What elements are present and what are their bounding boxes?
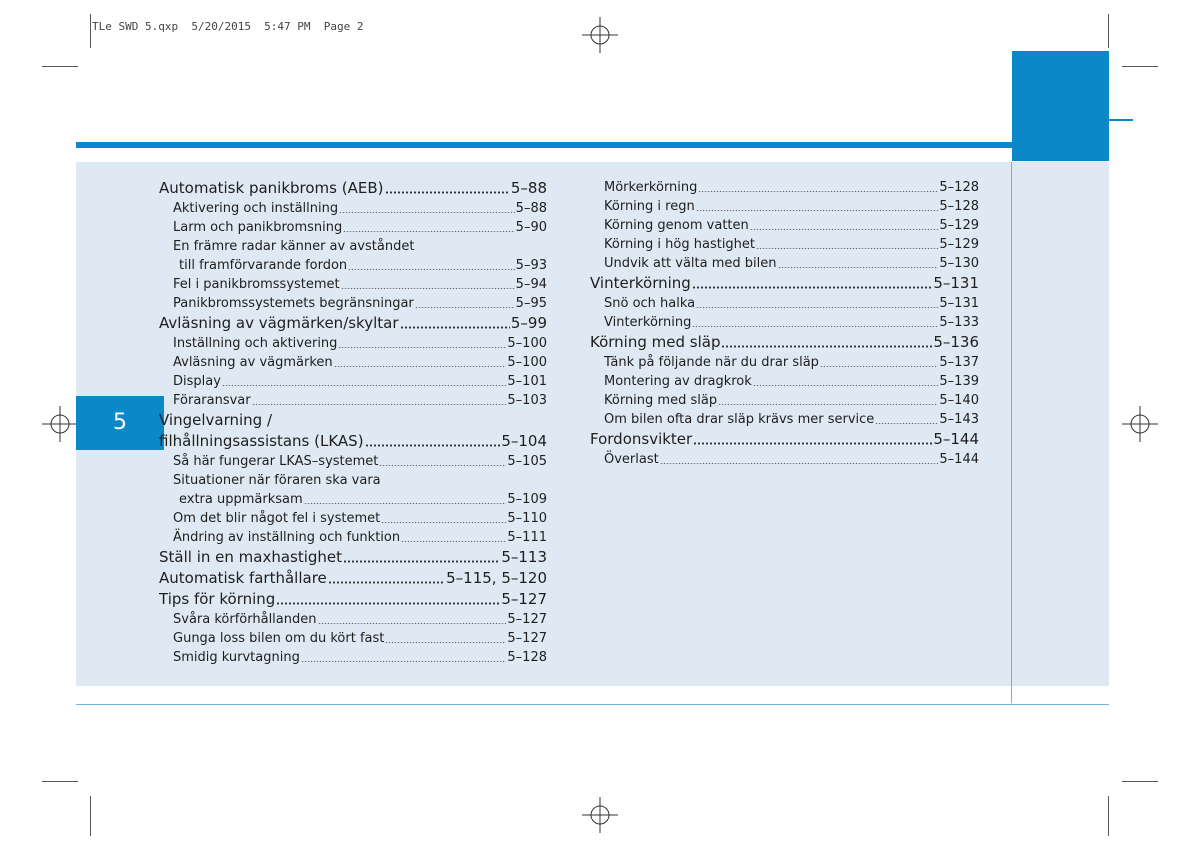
dot-leader	[753, 385, 939, 386]
toc-entry-label: Vingelvarning /	[159, 411, 273, 429]
toc-subentry[interactable]	[159, 391, 547, 410]
toc-entry-label: Körning med släp	[604, 393, 718, 408]
dot-leader	[304, 503, 507, 504]
registration-mark-icon	[1122, 406, 1158, 442]
crop-mark	[1108, 14, 1109, 48]
dot-leader	[252, 404, 507, 405]
toc-entry-label: Körning med släp	[590, 333, 721, 351]
chapter-color-block	[1012, 51, 1109, 161]
toc-entry-label: Smidig kurvtagning	[173, 650, 300, 665]
toc-entry-label: Vinterkörning	[604, 315, 692, 330]
toc-page-number: 5–95	[515, 296, 547, 311]
toc-entry-label: Fel i panikbromssystemet	[173, 277, 340, 292]
toc-subentry[interactable]	[159, 218, 547, 237]
toc-subentry[interactable]	[159, 648, 547, 667]
toc-page-number: 5–131	[939, 296, 979, 311]
toc-page-number: 5–115, 5–120	[446, 569, 547, 587]
toc-subentry[interactable]	[159, 509, 547, 528]
toc-page-number: 5–140	[939, 393, 979, 408]
registration-mark-icon	[582, 17, 618, 53]
toc-entry-label: Tips för körning	[159, 590, 276, 608]
toc-page-number: 5–129	[939, 237, 979, 252]
toc-entry-label: Avläsning av vägmärken	[173, 355, 333, 370]
toc-subentry[interactable]	[159, 199, 547, 218]
toc-section-entry[interactable]	[159, 589, 547, 610]
dot-leader	[379, 465, 506, 466]
toc-entry-label: Så här fungerar LKAS–systemet	[173, 454, 379, 469]
toc-page-number: 5–127	[507, 631, 547, 646]
toc-subentry[interactable]	[590, 353, 979, 372]
dot-leader	[696, 210, 939, 211]
dot-leader	[750, 229, 939, 230]
dot-leader	[692, 286, 932, 289]
toc-page-number: 5–100	[507, 355, 547, 370]
toc-subentry[interactable]	[159, 372, 547, 391]
dot-leader	[400, 326, 510, 329]
toc-subentry[interactable]	[590, 372, 979, 391]
dot-leader	[276, 602, 500, 605]
toc-subentry[interactable]	[159, 334, 547, 353]
toc-entry-label: extra uppmärksam	[179, 492, 303, 507]
toc-entry-label: Tänk på följande när du drar släp	[604, 355, 819, 370]
toc-entry-label: Mörkerkörning	[604, 180, 698, 195]
crop-mark	[42, 781, 78, 782]
crop-mark	[90, 14, 91, 48]
footer-rule	[76, 704, 1109, 705]
toc-page-number: 5–139	[939, 374, 979, 389]
toc-section-entry[interactable]	[159, 313, 547, 334]
toc-subentry[interactable]	[590, 391, 979, 410]
dot-leader	[318, 623, 507, 624]
dot-leader	[365, 444, 501, 447]
toc-page-number: 5–143	[939, 412, 979, 427]
toc-entry-label: Ändring av inställning och funktion	[173, 530, 401, 545]
toc-page-number: 5–105	[507, 454, 547, 469]
toc-entry-label: Undvik att välta med bilen	[604, 256, 777, 271]
toc-right-column	[590, 178, 979, 469]
toc-entry-label: Om det blir något fel i systemet	[173, 511, 381, 526]
toc-entry-label: filhållningsassistans (LKAS)	[159, 432, 364, 450]
toc-subentry[interactable]	[159, 490, 547, 509]
panel-divider	[1011, 162, 1012, 703]
toc-page-number: 5–88	[515, 201, 547, 216]
crop-mark	[90, 796, 91, 836]
toc-subentry[interactable]	[590, 410, 979, 429]
header-rule	[76, 142, 1012, 148]
toc-entry-label: Gunga loss bilen om du kört fast	[173, 631, 385, 646]
crop-mark	[1108, 796, 1109, 836]
toc-section-entry[interactable]	[159, 431, 547, 452]
toc-subentry[interactable]	[590, 294, 979, 313]
toc-subentry[interactable]	[590, 313, 979, 332]
toc-entry-label: Om bilen ofta drar släp krävs mer service	[604, 412, 875, 427]
toc-page-number: 5–90	[515, 220, 547, 235]
toc-page-number: 5–109	[507, 492, 547, 507]
dot-leader	[385, 191, 510, 194]
toc-subentry[interactable]	[159, 256, 547, 275]
dot-leader	[334, 366, 507, 367]
toc-subentry[interactable]	[159, 629, 547, 648]
toc-page-number: 5–136	[933, 333, 979, 351]
toc-entry-label: Ställ in en maxhastighet	[159, 548, 343, 566]
dot-leader	[721, 345, 932, 348]
toc-entry-label: Föraransvar	[173, 393, 251, 408]
toc-entry-label: till framförvarande fordon	[179, 258, 348, 273]
dot-leader	[696, 307, 938, 308]
toc-subentry[interactable]	[590, 450, 979, 469]
toc-section-entry[interactable]	[590, 273, 979, 294]
dot-leader	[343, 231, 514, 232]
toc-page-number: 5–99	[510, 314, 547, 332]
toc-entry-label: Montering av dragkrok	[604, 374, 752, 389]
toc-page-number: 5–129	[939, 218, 979, 233]
crop-mark	[1122, 781, 1158, 782]
toc-subentry[interactable]	[159, 294, 547, 313]
toc-page-number: 5–127	[501, 590, 547, 608]
toc-page-number: 5–144	[939, 452, 979, 467]
toc-page-number: 5–128	[939, 180, 979, 195]
toc-section-entry[interactable]	[159, 547, 547, 568]
toc-page-number: 5–104	[501, 432, 547, 450]
toc-page-number: 5–93	[515, 258, 547, 273]
toc-subentry[interactable]	[159, 452, 547, 471]
toc-entry-label: Körning genom vatten	[604, 218, 749, 233]
toc-page-number: 5–94	[515, 277, 547, 292]
toc-subentry[interactable]	[159, 471, 547, 490]
toc-page-number: 5–100	[507, 336, 547, 351]
toc-entry-label: Avläsning av vägmärken/skyltar	[159, 314, 399, 332]
toc-page-number: 5–130	[939, 256, 979, 271]
dot-leader	[756, 248, 938, 249]
toc-page-number: 5–131	[933, 274, 979, 292]
toc-section-entry[interactable]	[159, 178, 547, 199]
toc-entry-label: Panikbromssystemets begränsningar	[173, 296, 414, 311]
toc-entry-label: Körning i regn	[604, 199, 695, 214]
dot-leader	[692, 326, 938, 327]
dot-leader	[343, 560, 500, 563]
toc-page-number: 5–127	[507, 612, 547, 627]
toc-section-entry[interactable]	[159, 410, 547, 431]
toc-entry-label: Svåra körförhållanden	[173, 612, 317, 627]
toc-page-number: 5–88	[510, 179, 547, 197]
chapter-tab: 5	[76, 396, 164, 450]
dot-leader	[339, 212, 515, 213]
toc-page-number: 5–110	[507, 511, 547, 526]
toc-page-number: 5–128	[939, 199, 979, 214]
dot-leader	[385, 642, 506, 643]
dot-leader	[338, 347, 506, 348]
toc-page-number: 5–103	[507, 393, 547, 408]
toc-subentry[interactable]	[590, 178, 979, 197]
toc-subentry[interactable]	[590, 197, 979, 216]
dot-leader	[401, 541, 506, 542]
toc-entry-label: Snö och halka	[604, 296, 696, 311]
dot-leader	[820, 366, 938, 367]
toc-subentry[interactable]	[590, 216, 979, 235]
toc-section-entry[interactable]	[590, 429, 979, 450]
toc-section-entry[interactable]	[159, 568, 547, 589]
toc-subentry[interactable]	[590, 254, 979, 273]
toc-left-column	[159, 178, 547, 667]
toc-page-number: 5–113	[501, 548, 547, 566]
toc-page-number: 5–111	[507, 530, 547, 545]
toc-entry-label: Automatisk panikbroms (AEB)	[159, 179, 384, 197]
dot-leader	[301, 661, 507, 662]
toc-subentry[interactable]	[159, 237, 547, 256]
toc-subentry[interactable]	[159, 528, 547, 547]
toc-entry-label: Aktivering och inställning	[173, 201, 339, 216]
toc-entry-label: Inställning och aktivering	[173, 336, 338, 351]
toc-entry-label: Situationer när föraren ska vara	[173, 473, 381, 488]
toc-page-number: 5–144	[933, 430, 979, 448]
toc-entry-label: Fordonsvikter	[590, 430, 693, 448]
toc-entry-label: Automatisk farthållare	[159, 569, 327, 587]
dot-leader	[778, 267, 939, 268]
toc-subentry[interactable]	[159, 275, 547, 294]
toc-page-number: 5–101	[507, 374, 547, 389]
toc-entry-label: Display	[173, 374, 221, 389]
toc-section-entry[interactable]	[590, 332, 979, 353]
toc-page-number: 5–137	[939, 355, 979, 370]
toc-entry-label: En främre radar känner av avståndet	[173, 239, 415, 254]
toc-subentry[interactable]	[590, 235, 979, 254]
chapter-accent-line	[1109, 119, 1133, 121]
dot-leader	[222, 385, 506, 386]
registration-mark-icon	[42, 406, 78, 442]
toc-entry-label: Larm och panikbromsning	[173, 220, 343, 235]
toc-subentry[interactable]	[159, 353, 547, 372]
dot-leader	[693, 442, 932, 445]
dot-leader	[341, 288, 515, 289]
toc-subentry[interactable]	[159, 610, 547, 629]
toc-page-number: 5–128	[507, 650, 547, 665]
toc-entry-label: Vinterkörning	[590, 274, 691, 292]
dot-leader	[660, 463, 939, 464]
dot-leader	[381, 522, 506, 523]
dot-leader	[698, 191, 938, 192]
toc-page-number: 5–133	[939, 315, 979, 330]
crop-mark	[1122, 66, 1158, 67]
registration-mark-icon	[582, 797, 618, 833]
crop-mark	[42, 66, 78, 67]
dot-leader	[415, 307, 515, 308]
print-slug: TLe SWD 5.qxp 5/20/2015 5:47 PM Page 2	[92, 20, 364, 33]
dot-leader	[348, 269, 514, 270]
dot-leader	[718, 404, 938, 405]
dot-leader	[328, 581, 445, 584]
toc-entry-label: Körning i hög hastighet	[604, 237, 756, 252]
toc-entry-label: Överlast	[604, 452, 659, 467]
dot-leader	[875, 423, 938, 424]
